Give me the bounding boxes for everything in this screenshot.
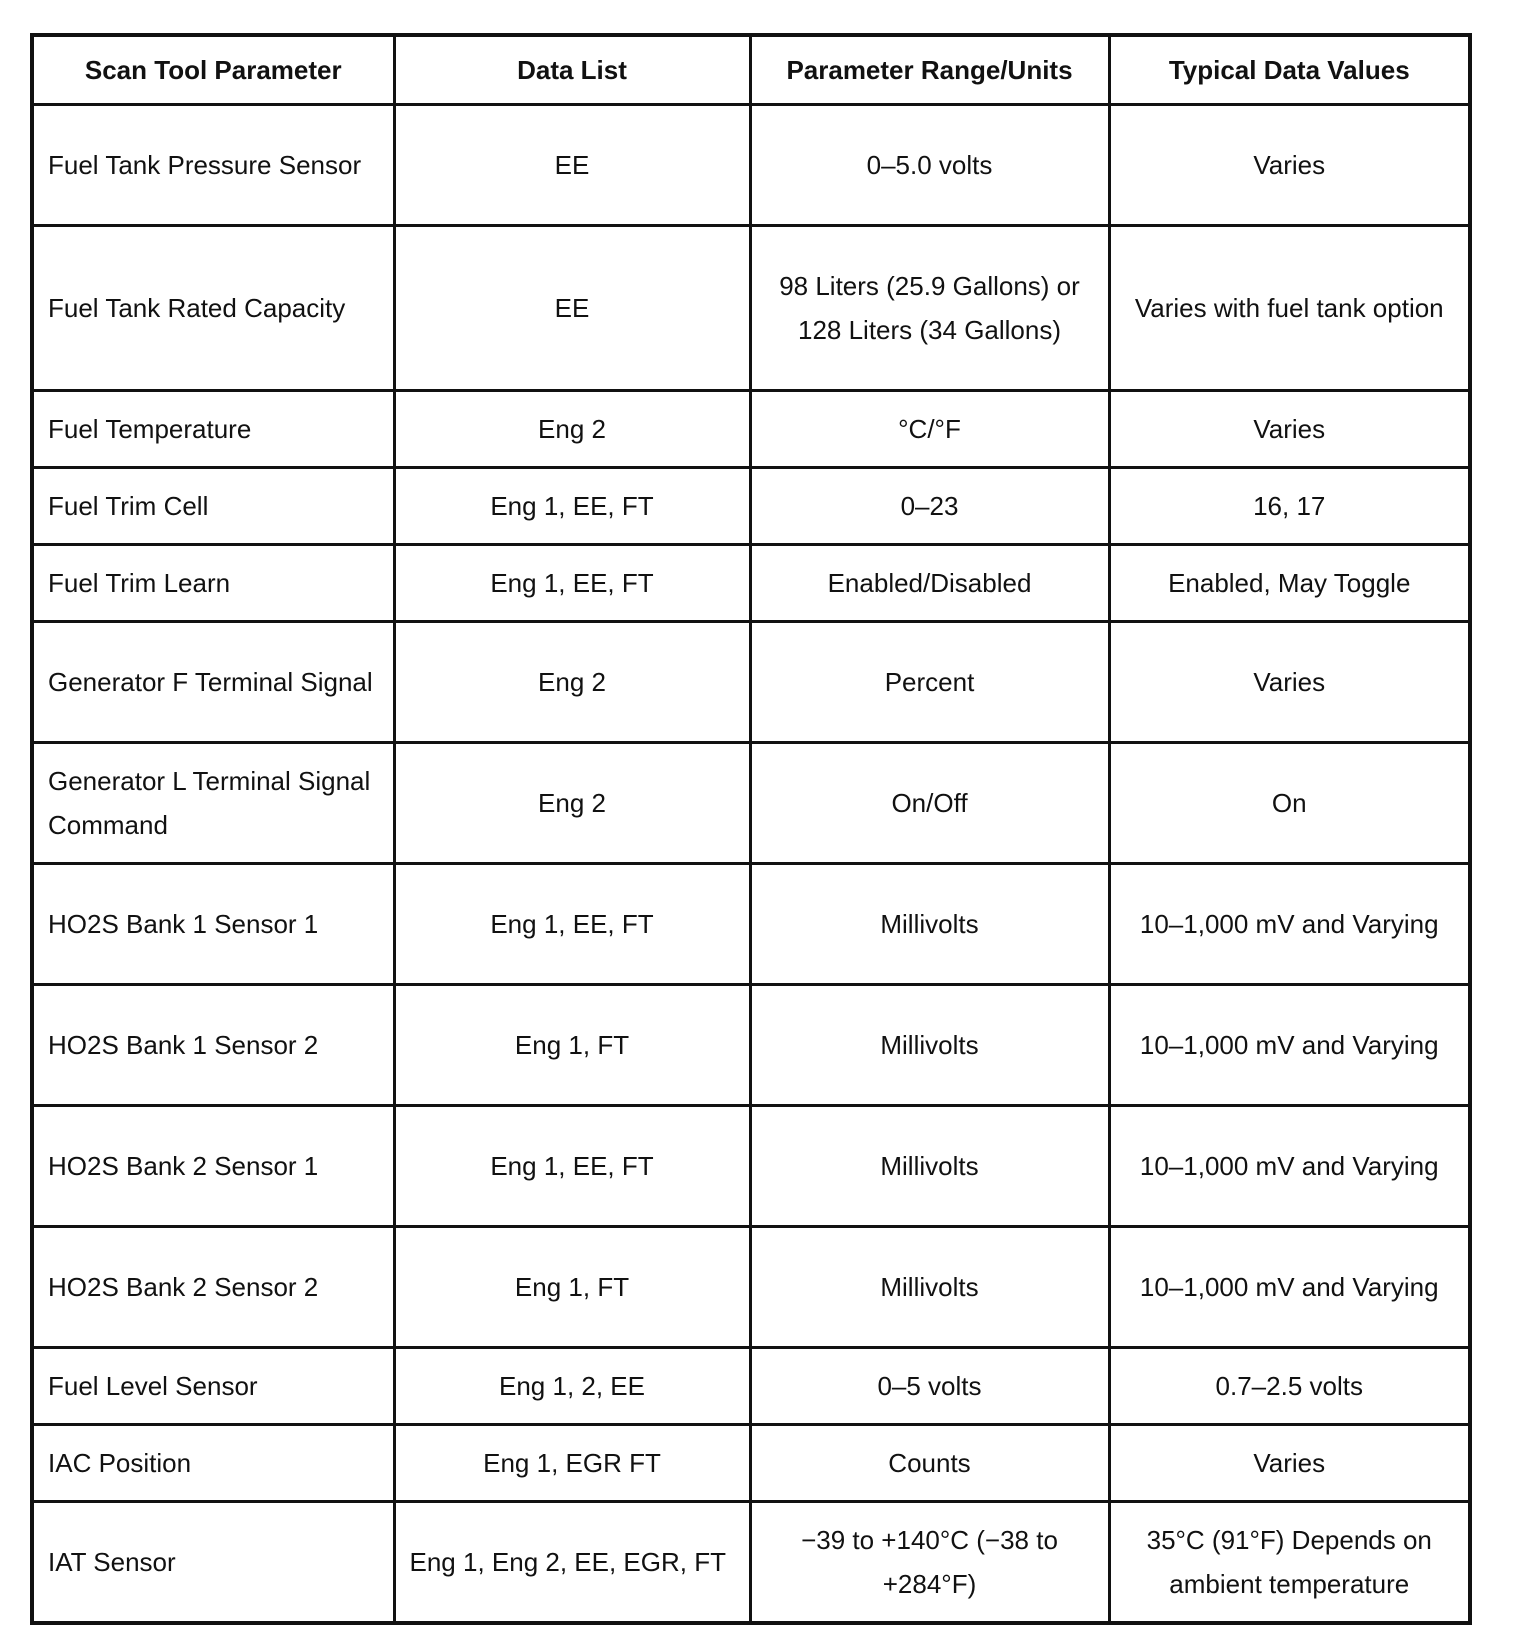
cell-data-list: Eng 1, EE, FT <box>394 1106 750 1227</box>
cell-typical-values: 10–1,000 mV and Varying <box>1109 864 1470 985</box>
cell-typical-values: 10–1,000 mV and Varying <box>1109 1227 1470 1348</box>
header-data-list: Data List <box>394 35 750 105</box>
cell-range-units: Counts <box>750 1425 1109 1502</box>
cell-typical-values: 10–1,000 mV and Varying <box>1109 985 1470 1106</box>
cell-typical-values: 35°C (91°F) Depends on ambient temperature <box>1109 1502 1470 1624</box>
cell-range-units: 0–23 <box>750 468 1109 545</box>
scan-tool-data-table <box>30 33 1472 1625</box>
cell-typical-values: On <box>1109 743 1470 864</box>
cell-range-units: Percent <box>750 622 1109 743</box>
cell-range-units: °C/°F <box>750 391 1109 468</box>
cell-parameter: Fuel Tank Pressure Sensor <box>32 105 394 226</box>
cell-data-list: Eng 1, 2, EE <box>394 1348 750 1425</box>
cell-parameter: Fuel Tank Rated Capacity <box>32 226 394 391</box>
cell-data-list: Eng 2 <box>394 391 750 468</box>
table-row <box>32 1106 1470 1227</box>
cell-data-list: Eng 1, EGR FT <box>394 1425 750 1502</box>
cell-range-units: −39 to +140°C (−38 to +284°F) <box>750 1502 1109 1624</box>
header-parameter-range-units: Parameter Range/Units <box>750 35 1109 105</box>
cell-parameter: IAC Position <box>32 1425 394 1502</box>
cell-data-list: Eng 1, FT <box>394 985 750 1106</box>
cell-range-units: 0–5 volts <box>750 1348 1109 1425</box>
cell-range-units: On/Off <box>750 743 1109 864</box>
cell-data-list: Eng 2 <box>394 743 750 864</box>
cell-data-list: Eng 2 <box>394 622 750 743</box>
table-row <box>32 622 1470 743</box>
header-typical-data-values: Typical Data Values <box>1109 35 1470 105</box>
cell-parameter: HO2S Bank 1 Sensor 1 <box>32 864 394 985</box>
cell-data-list: Eng 1, EE, FT <box>394 864 750 985</box>
table-row <box>32 105 1470 226</box>
cell-typical-values: Enabled, May Toggle <box>1109 545 1470 622</box>
cell-parameter: HO2S Bank 1 Sensor 2 <box>32 985 394 1106</box>
table-row <box>32 1502 1470 1624</box>
cell-parameter: Generator F Terminal Signal <box>32 622 394 743</box>
cell-typical-values: 10–1,000 mV and Varying <box>1109 1106 1470 1227</box>
cell-parameter: Fuel Level Sensor <box>32 1348 394 1425</box>
table-row <box>32 391 1470 468</box>
table-row <box>32 864 1470 985</box>
cell-parameter: Fuel Trim Cell <box>32 468 394 545</box>
table-row <box>32 545 1470 622</box>
cell-parameter: Fuel Trim Learn <box>32 545 394 622</box>
cell-typical-values: 16, 17 <box>1109 468 1470 545</box>
cell-parameter: HO2S Bank 2 Sensor 1 <box>32 1106 394 1227</box>
cell-data-list: Eng 1, Eng 2, EE, EGR, FT <box>394 1502 750 1624</box>
cell-range-units: Millivolts <box>750 985 1109 1106</box>
cell-range-units: Millivolts <box>750 1106 1109 1227</box>
cell-parameter: Fuel Temperature <box>32 391 394 468</box>
header-scan-tool-parameter: Scan Tool Parameter <box>32 35 394 105</box>
cell-data-list: Eng 1, EE, FT <box>394 545 750 622</box>
cell-range-units: 98 Liters (25.9 Gallons) or 128 Liters (34 Gallons) <box>750 226 1109 391</box>
table-row <box>32 743 1470 864</box>
cell-range-units: 0–5.0 volts <box>750 105 1109 226</box>
cell-typical-values: 0.7–2.5 volts <box>1109 1348 1470 1425</box>
cell-typical-values: Varies <box>1109 105 1470 226</box>
table-row <box>32 468 1470 545</box>
table-row <box>32 985 1470 1106</box>
cell-data-list: Eng 1, EE, FT <box>394 468 750 545</box>
cell-range-units: Millivolts <box>750 864 1109 985</box>
cell-typical-values: Varies <box>1109 391 1470 468</box>
cell-range-units: Millivolts <box>750 1227 1109 1348</box>
table-row <box>32 1425 1470 1502</box>
cell-parameter: HO2S Bank 2 Sensor 2 <box>32 1227 394 1348</box>
cell-data-list: EE <box>394 105 750 226</box>
cell-parameter: IAT Sensor <box>32 1502 394 1624</box>
cell-data-list: Eng 1, FT <box>394 1227 750 1348</box>
cell-data-list: EE <box>394 226 750 391</box>
cell-parameter: Generator L Terminal Signal Command <box>32 743 394 864</box>
cell-typical-values: Varies with fuel tank option <box>1109 226 1470 391</box>
table-row <box>32 1227 1470 1348</box>
table-row <box>32 226 1470 391</box>
cell-range-units: Enabled/Disabled <box>750 545 1109 622</box>
table-row <box>32 1348 1470 1425</box>
cell-typical-values: Varies <box>1109 622 1470 743</box>
header-row <box>32 35 1470 105</box>
cell-typical-values: Varies <box>1109 1425 1470 1502</box>
